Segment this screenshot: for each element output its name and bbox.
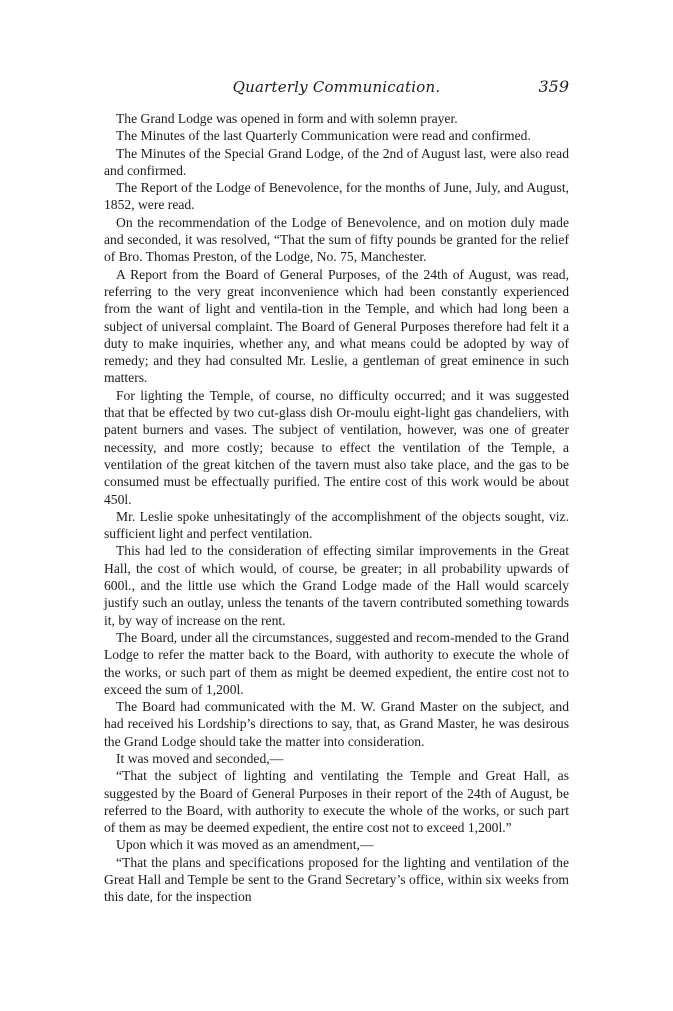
paragraph-opening: The Grand Lodge was opened in form and with solemn prayer.: [116, 111, 458, 126]
body-text: [104, 110, 569, 906]
paragraph-lighting: For lighting the Temple, of course, no difficulty occurred; and it was suggested that that be effected by two cut-glass dish Or-moulu eight-light gas chandeliers, with patent burners and vases. The subject of ventilation, however, was one of greater necessity, and more costly; because to effect the ventilation of the Temple, a ventilation of the great kitchen of the tavern must also take place, and the gas to be consumed must be effectually purified. The entire cost of this work would be about 450l.: [104, 387, 569, 507]
paragraph-minutes-quarterly: The Minutes of the last Quarterly Communication were read and confirmed.: [116, 128, 531, 144]
paragraph-motion: It was moved and seconded,—: [116, 750, 284, 766]
paragraph-amendment-text: “That the plans and specifications proposed for the lighting and ventilation of the Great Hall and Temple be sent to the Grand Secretary’s office, within six weeks from this date, for the inspection: [104, 854, 569, 905]
paragraph-grand-master: The Board had communicated with the M. W. Grand Master on the subject, and had received his Lordship’s directions to say, that, as Grand Master, he was desirous the Grand Lodge should take the matter into consideration.: [104, 699, 569, 749]
page-number: 359: [538, 77, 569, 96]
paragraph-amendment: Upon which it was moved as an amendment,—: [116, 837, 374, 853]
paragraph-board-report: A Report from the Board of General Purposes, of the 24th of August, was read, referring to the very great inconvenience which had been constantly experienced from the want of light and ventila-tion in the Temple, and which had long been a subject of universal complaint. The Board of General Purposes therefore had felt it a duty to make inquiries, whether any, and what means could be adopted by way of remedy; and they had consulted Mr. Leslie, a gentleman of great eminence in such matters.: [104, 266, 569, 386]
running-title: Quarterly Communication.: [232, 78, 441, 96]
paragraph-board-recommendation: The Board, under all the circumstances, suggested and recom-mended to the Grand Lodge to refer the matter back to the Board, with authority to execute the whole of the works, or such part of them as might be deemed expedient, the entire cost not to exceed the sum of 1,200l.: [104, 629, 569, 697]
book-page: [104, 76, 569, 906]
paragraph-benevolence-grant: On the recommendation of the Lodge of Benevolence, and on motion duly made and seconded, it was resolved, “That the sum of fifty pounds be granted for the relief of Bro. Thomas Preston, of the Lodge, No. 75, Manchester.: [104, 214, 569, 265]
paragraph-leslie: Mr. Leslie spoke unhesitatingly of the accomplishment of the objects sought, viz. sufficient light and perfect ventilation.: [104, 508, 569, 542]
running-header: [104, 76, 569, 102]
paragraph-great-hall: This had led to the consideration of effecting similar improvements in the Great Hall, the cost of which would, of course, be greater; in all probability upwards of 600l., and the little use which the Grand Lodge made of the Hall would scarcely justify such an outlay, unless the tenants of the tavern contributed something towards it, by way of increase on the rent.: [104, 543, 569, 628]
paragraph-benevolence-report: The Report of the Lodge of Benevolence, for the months of June, July, and August, 1852, were read.: [104, 180, 569, 213]
paragraph-motion-text: “That the subject of lighting and ventilating the Temple and Great Hall, as suggested by the Board of General Purposes in their report of the 24th of August, be referred to the Board, with authority to execute the whole of the works, or such part of them as may be deemed expedient, the entire cost not to exceed 1,200l.”: [104, 768, 569, 836]
paragraph-minutes-special: The Minutes of the Special Grand Lodge, of the 2nd of August last, were also read and confirmed.: [104, 145, 569, 178]
